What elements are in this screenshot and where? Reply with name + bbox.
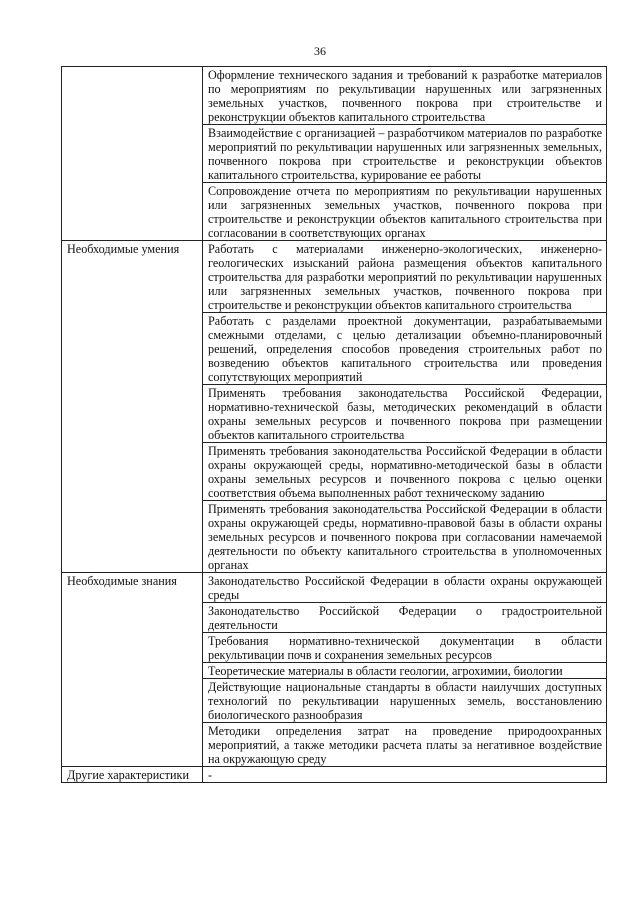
table-row [62,241,607,313]
section-item: Законодательство Российской Федерации в области охраны окружающей среды [203,573,607,603]
table-row [62,573,607,603]
table-row [62,767,607,783]
requirements-table [61,66,607,783]
table-row [62,67,607,125]
section-item: Применять требования законодательства Российской Федерации в области охраны окружающей среды, нормативно-методической базы в области охраны земельных ресурсов и почвенного покрова с целью оценки соответствия объема выполненных работ техническому заданию [203,443,607,501]
section-label: Другие характеристики [62,767,203,783]
section-item: Методики определения затрат на проведение природоохранных мероприятий, а также методики расчета платы за негативное воздействие на окружающую среду [203,723,607,767]
section-item: Законодательство Российской Федерации о градостроительной деятельности [203,603,607,633]
section-item: Взаимодействие с организацией – разработчиком материалов по разработке мероприятий по рекультивации нарушенных или загрязненных земельных, почвенного покрова при строительстве и реконструкции объектов капитального строительства, курирование ее работы [203,125,607,183]
section-item: Теоретические материалы в области геологии, агрохимии, биологии [203,663,607,679]
requirements-table-body [62,67,607,783]
section-item: Работать с разделами проектной документации, разрабатываемыми смежными отделами, с целью детализации объемно-планировочный решений, определения способов проведения строительных работ по возведению объектов капитального строительства или проведения сопутствующих мероприятий [203,313,607,385]
section-label [62,67,203,241]
section-item: Работать с материалами инженерно-экологических, инженерно-геологических изысканий района размещения объектов капитального строительства для разработки мероприятий по рекультивации нарушенных или загрязненных земельных участков, почвенного покрова при строительстве и реконструкции объектов капитального строительства [203,241,607,313]
section-item: Требования нормативно-технической документации в области рекультивации почв и сохранения земельных ресурсов [203,633,607,663]
section-item: Применять требования законодательства Российской Федерации, нормативно-технической базы, методических рекомендаций в области охраны земельных ресурсов и почвенного покрова при размещении объектов капитального строительства [203,385,607,443]
section-item: Сопровождение отчета по мероприятиям по рекультивации нарушенных или загрязненных земельных участков, почвенного покрова при строительстве и реконструкции объектов капитального строительства при согласовании в соответствующих органах [203,183,607,241]
section-item: Применять требования законодательства Российской Федерации в области охраны окружающей среды, нормативно-правовой базы в области охраны земельных ресурсов и почвенного покрова при согласовании намечаемой деятельности по объекту капитального строительства в уполномоченных органах [203,501,607,573]
section-label: Необходимые знания [62,573,203,767]
section-item: Оформление технического задания и требований к разработке материалов по мероприятиям по рекультивации нарушенных или загрязненных земельных участков, почвенного покрова при строительстве и реконструкции объектов капитального строительства [203,67,607,125]
page-number: 36 [314,44,326,58]
section-label: Необходимые умения [62,241,203,573]
section-item: - [203,767,607,783]
section-item: Действующие национальные стандарты в области наилучших доступных технологий по рекультивации нарушенных земель, восстановлению биологического разнообразия [203,679,607,723]
